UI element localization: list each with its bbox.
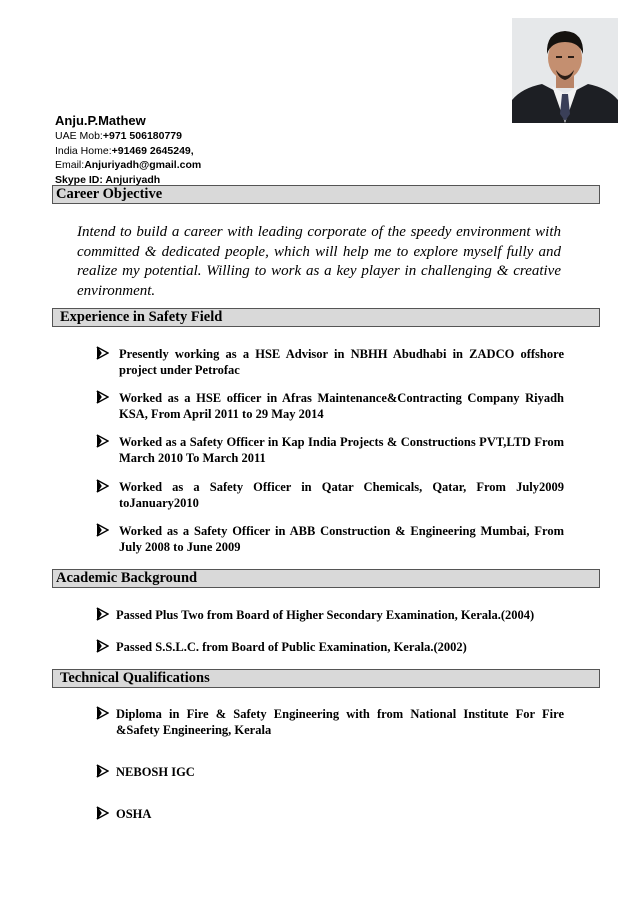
career-objective-text: Intend to build a career with leading corporate of the speedy environment with committed & dedicated people, which will help me to explore myself fully and realize my potential. Willing to work as a key player in challenging & creative environment. <box>77 224 561 299</box>
arrow-bullet-icon <box>96 639 109 653</box>
email: Email:Anjuriyadh@gmail.com <box>55 159 202 171</box>
arrow-bullet-icon <box>96 806 109 820</box>
arrow-bullet-icon <box>96 706 109 720</box>
career-objective-heading: Career Objective <box>52 185 600 204</box>
india-phone: India Home:+91469 2645249, <box>55 144 194 157</box>
academic-heading: Academic Background <box>52 569 600 588</box>
list-item: Diploma in Fire & Safety Engineering with from National Institute For Fire &Safety Engineering, Kerala <box>96 706 564 738</box>
uae-mobile: UAE Mob:+971 506180779 <box>55 130 182 142</box>
arrow-bullet-icon <box>96 523 109 537</box>
list-item: Passed Plus Two from Board of Higher Secondary Examination, Kerala.(2004) <box>96 607 564 623</box>
arrow-bullet-icon <box>96 346 109 360</box>
list-item: Worked as a Safety Officer in ABB Construction & Engineering Mumbai, From July 2008 to June 2009 <box>96 523 564 555</box>
arrow-bullet-icon <box>96 390 109 404</box>
list-item: OSHA <box>96 806 564 822</box>
list-item: Worked as a Safety Officer in Qatar Chemicals, Qatar, From July2009 toJanuary2010 <box>96 479 564 511</box>
profile-photo <box>512 18 618 123</box>
skype-id: Skype ID: Anjuriyadh <box>55 173 161 186</box>
contact-block <box>55 112 201 187</box>
arrow-bullet-icon <box>96 764 109 778</box>
list-item: Passed S.S.L.C. from Board of Public Examination, Kerala.(2002) <box>96 639 564 655</box>
arrow-bullet-icon <box>96 607 109 621</box>
candidate-name: Anju.P.Mathew <box>55 113 146 128</box>
technical-heading: Technical Qualifications <box>52 669 600 688</box>
list-item: NEBOSH IGC <box>96 764 564 780</box>
experience-heading: Experience in Safety Field <box>52 308 600 327</box>
arrow-bullet-icon <box>96 479 109 493</box>
list-item: Worked as a Safety Officer in Kap India Projects & Constructions PVT,LTD From March 2010 To March 2011 <box>96 434 564 466</box>
arrow-bullet-icon <box>96 434 109 448</box>
list-item: Presently working as a HSE Advisor in NBHH Abudhabi in ZADCO offshore project under Petrofac <box>96 346 564 378</box>
list-item: Worked as a HSE officer in Afras Maintenance&Contracting Company Riyadh KSA, From April 2011 to 29 May 2014 <box>96 390 564 422</box>
person-photo-icon <box>512 18 618 123</box>
